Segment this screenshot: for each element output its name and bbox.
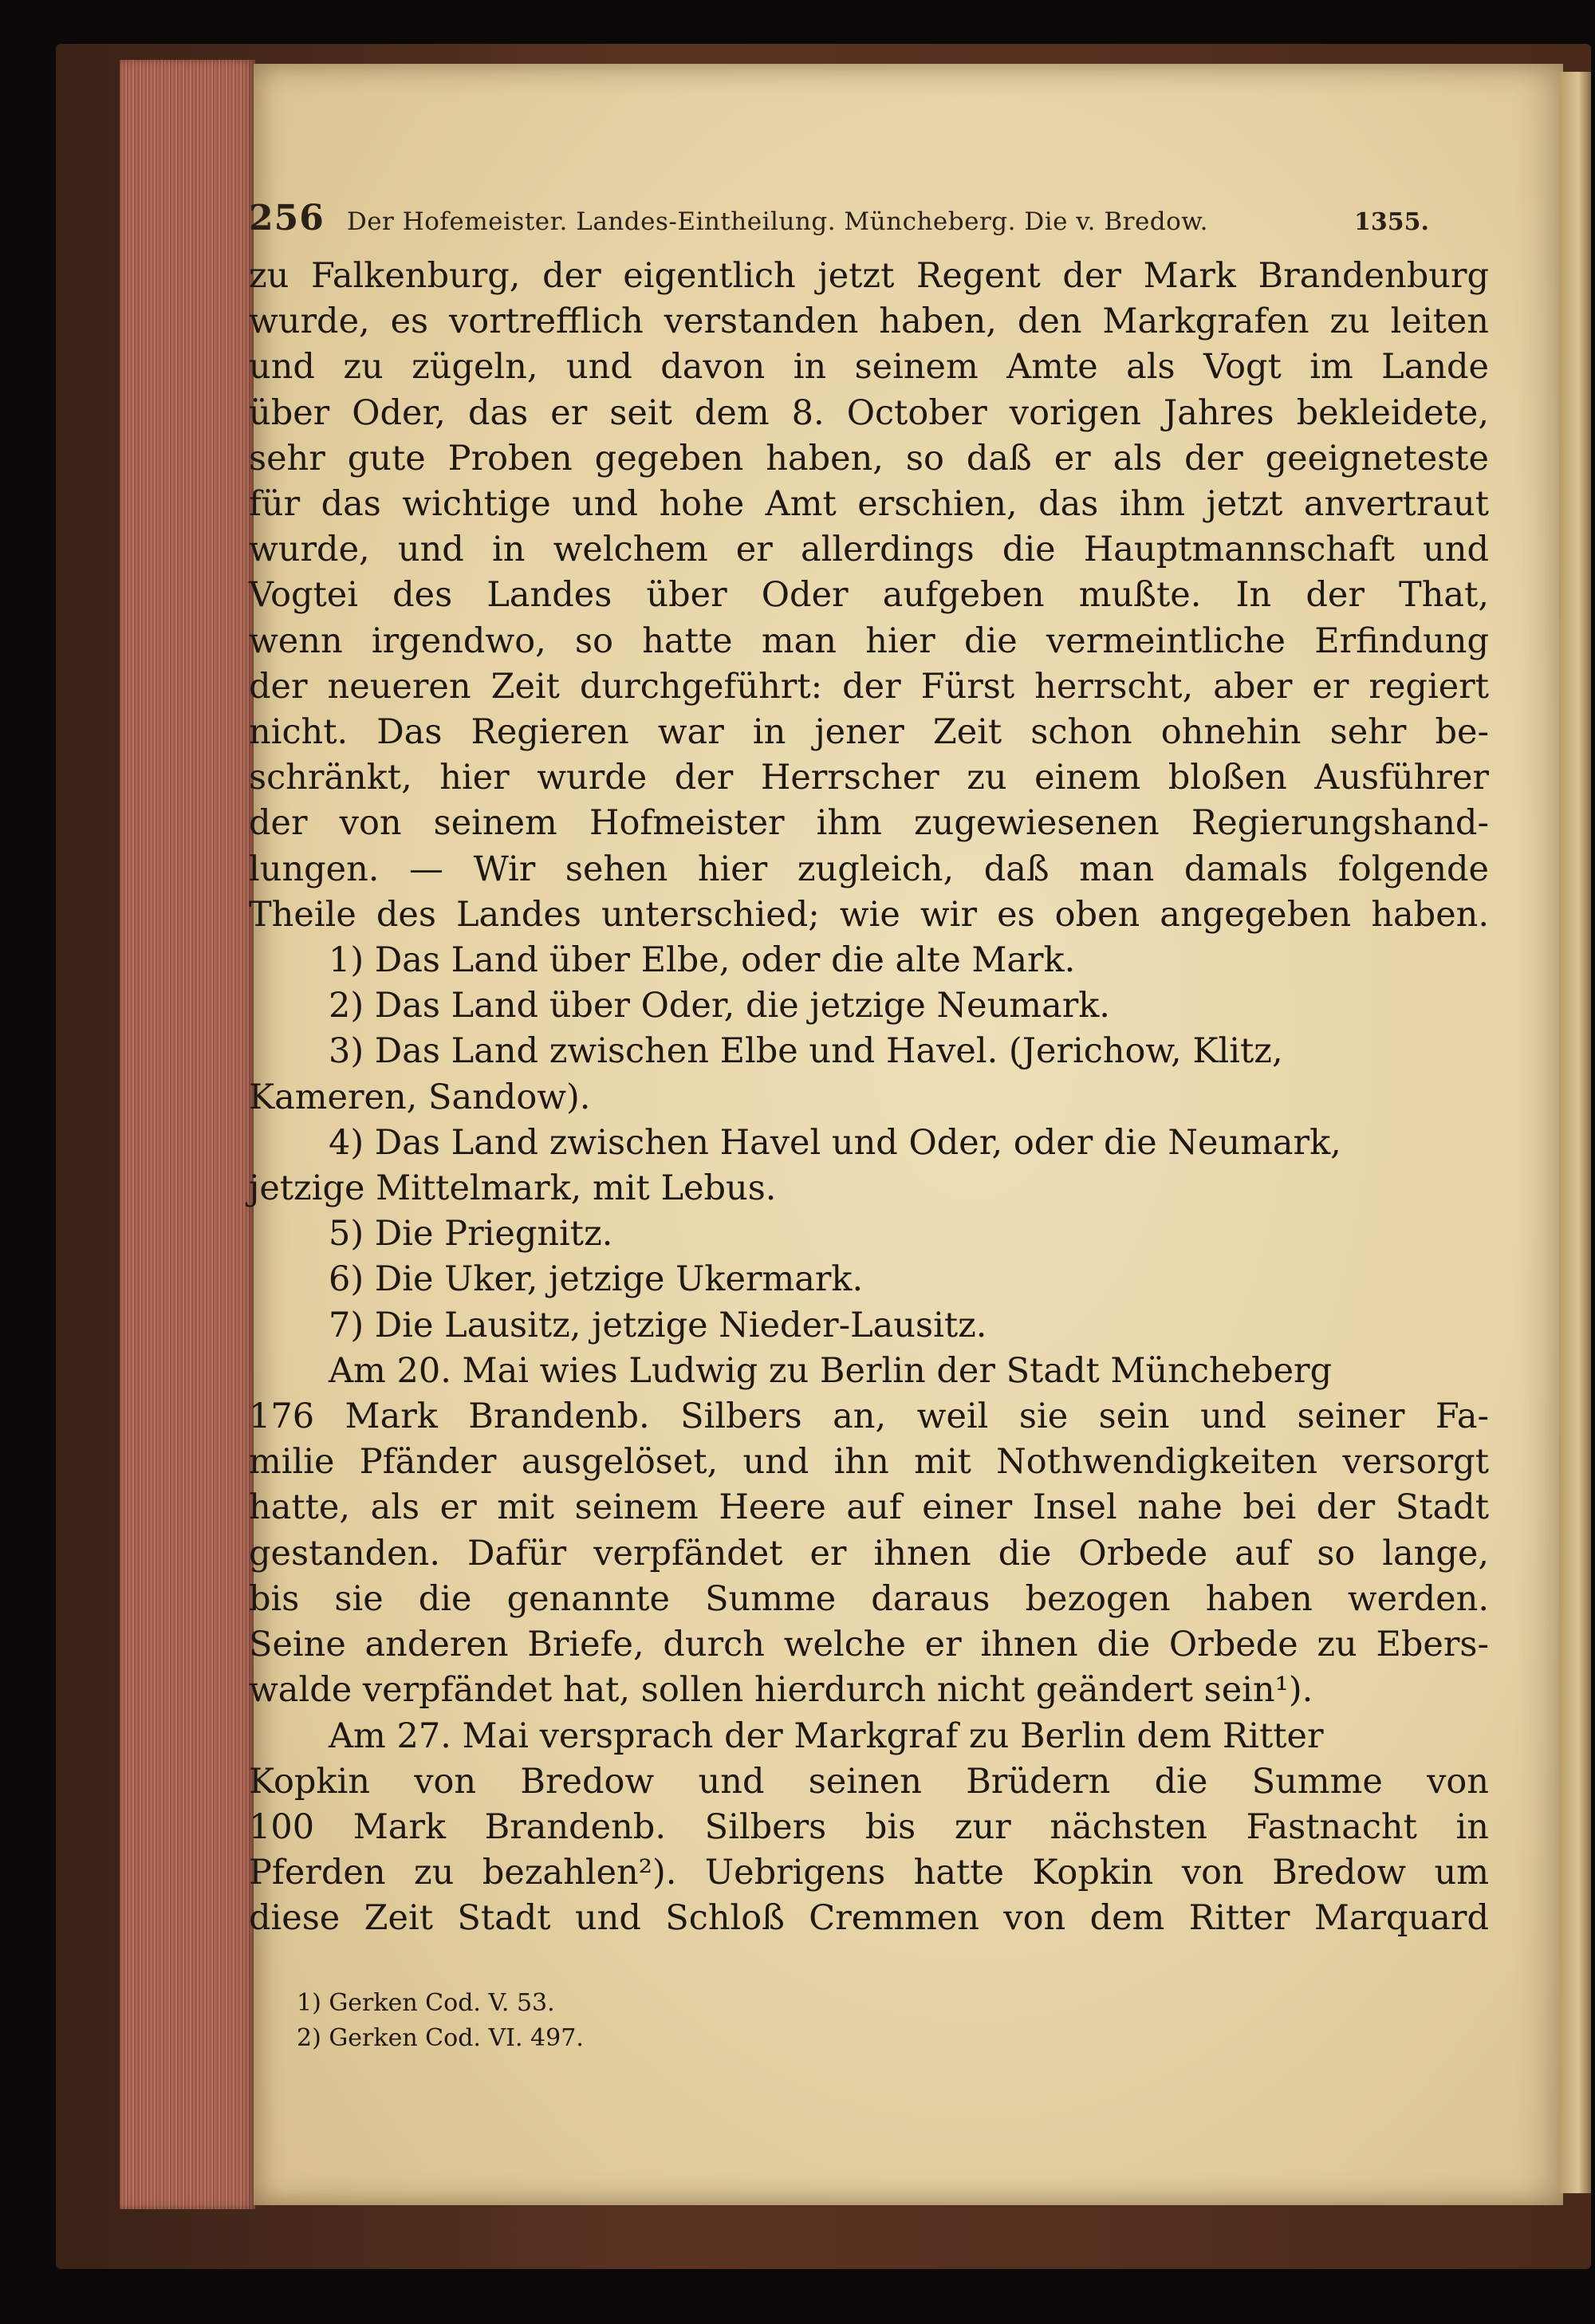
text-line: sehr gute Proben gegeben haben, so daß er als der geeigneteste bbox=[249, 438, 1489, 479]
page-edges bbox=[120, 60, 255, 2209]
list-item: 6) Die Uker, jetzige Ukermark. bbox=[329, 1259, 864, 1300]
list-item: 3) Das Land zwischen Elbe und Havel. (Jerichow, Klitz, bbox=[329, 1031, 1283, 1072]
text-line: Kopkin von Bredow und seinen Brüdern die Summe von bbox=[249, 1761, 1489, 1802]
list-item: 1) Das Land über Elbe, oder die alte Mark. bbox=[329, 940, 1076, 981]
footnotes bbox=[297, 1986, 1254, 2056]
text-line: wurde, und in welchem er allerdings die Hauptmannschaft und bbox=[249, 530, 1489, 570]
text-line: für das wichtige und hohe Amt erschien, das ihm jetzt anvertraut bbox=[249, 484, 1489, 525]
text-line: der neueren Zeit durchgeführt: der Fürst herrscht, aber er regiert bbox=[249, 666, 1489, 707]
facing-page-edge bbox=[1559, 72, 1591, 2193]
paragraph-start: Am 20. Mai wies Ludwig zu Berlin der Stadt Müncheberg bbox=[329, 1350, 1333, 1391]
list-item: 7) Die Lausitz, jetzige Nieder-Lausitz. bbox=[329, 1305, 987, 1345]
footnote: 1) Gerken Cod. V. 53. bbox=[297, 1989, 555, 2017]
text-line: gestanden. Dafür verpfändet er ihnen die Orbede auf so lange, bbox=[249, 1533, 1489, 1574]
text-line: nicht. Das Regieren war in jener Zeit schon ohnehin sehr be- bbox=[249, 712, 1489, 753]
list-item: 5) Die Priegnitz. bbox=[329, 1214, 613, 1255]
list-item: 2) Das Land über Oder, die jetzige Neumark. bbox=[329, 986, 1110, 1026]
page-number: 256 bbox=[249, 198, 325, 238]
running-header bbox=[249, 198, 1429, 238]
text-line: wurde, es vortrefflich verstanden haben, den Markgrafen zu leiten bbox=[249, 301, 1489, 342]
text-line: Vogtei des Landes über Oder aufgeben mußte. In der That, bbox=[249, 575, 1489, 616]
text-line: Kameren, Sandow). bbox=[249, 1077, 591, 1117]
text-line: der von seinem Hofmeister ihm zugewiesenen Regierungshand- bbox=[249, 803, 1489, 844]
text-line: walde verpfändet hat, sollen hierdurch nicht geändert sein¹). bbox=[249, 1670, 1313, 1711]
text-line: lungen. — Wir sehen hier zugleich, daß man damals folgende bbox=[249, 849, 1489, 889]
text-line: milie Pfänder ausgelöset, und ihn mit Nothwendigkeiten versorgt bbox=[249, 1442, 1489, 1483]
text-line: diese Zeit Stadt und Schloß Cremmen von dem Ritter Marquard bbox=[249, 1898, 1489, 1939]
header-year: 1355. bbox=[1354, 208, 1429, 236]
text-line: hatte, als er mit seinem Heere auf einer Insel nahe bei der Stadt bbox=[249, 1487, 1489, 1528]
running-title: Der Hofemeister. Landes-Eintheilung. Müncheberg. Die v. Bredow. bbox=[346, 207, 1209, 236]
text-line: jetzige Mittelmark, mit Lebus. bbox=[249, 1168, 777, 1209]
text-line: und zu zügeln, und davon in seinem Amte als Vogt im Lande bbox=[249, 347, 1489, 388]
text-line: Theile des Landes unterschied; wie wir es oben angegeben haben. bbox=[249, 894, 1489, 935]
text-line: Seine anderen Briefe, durch welche er ihnen die Orbede zu Ebers- bbox=[249, 1625, 1489, 1665]
text-line: schränkt, hier wurde der Herrscher zu einem bloßen Ausführer bbox=[249, 758, 1489, 798]
text-line: zu Falkenburg, der eigentlich jetzt Regent der Mark Brandenburg bbox=[249, 256, 1489, 296]
text-line: 100 Mark Brandenb. Silbers bis zur nächsten Fastnacht in bbox=[249, 1806, 1489, 1847]
text-line: wenn irgendwo, so hatte man hier die vermeintliche Erfindung bbox=[249, 620, 1489, 661]
paragraph-start: Am 27. Mai versprach der Markgraf zu Berlin dem Ritter bbox=[329, 1715, 1324, 1756]
text-line: über Oder, das er seit dem 8. October vorigen Jahres bekleidete, bbox=[249, 392, 1489, 433]
text-line: bis sie die genannte Summe daraus bezogen haben werden. bbox=[249, 1578, 1489, 1619]
list-item: 4) Das Land zwischen Havel und Oder, oder die Neumark, bbox=[329, 1122, 1341, 1163]
text-line: 176 Mark Brandenb. Silbers an, weil sie sein und seiner Fa- bbox=[249, 1396, 1489, 1437]
text-line: Pferden zu bezahlen²). Uebrigens hatte Kopkin von Bredow um bbox=[249, 1853, 1489, 1893]
body-text bbox=[249, 254, 1489, 1942]
footnote: 2) Gerken Cod. VI. 497. bbox=[297, 2024, 584, 2052]
